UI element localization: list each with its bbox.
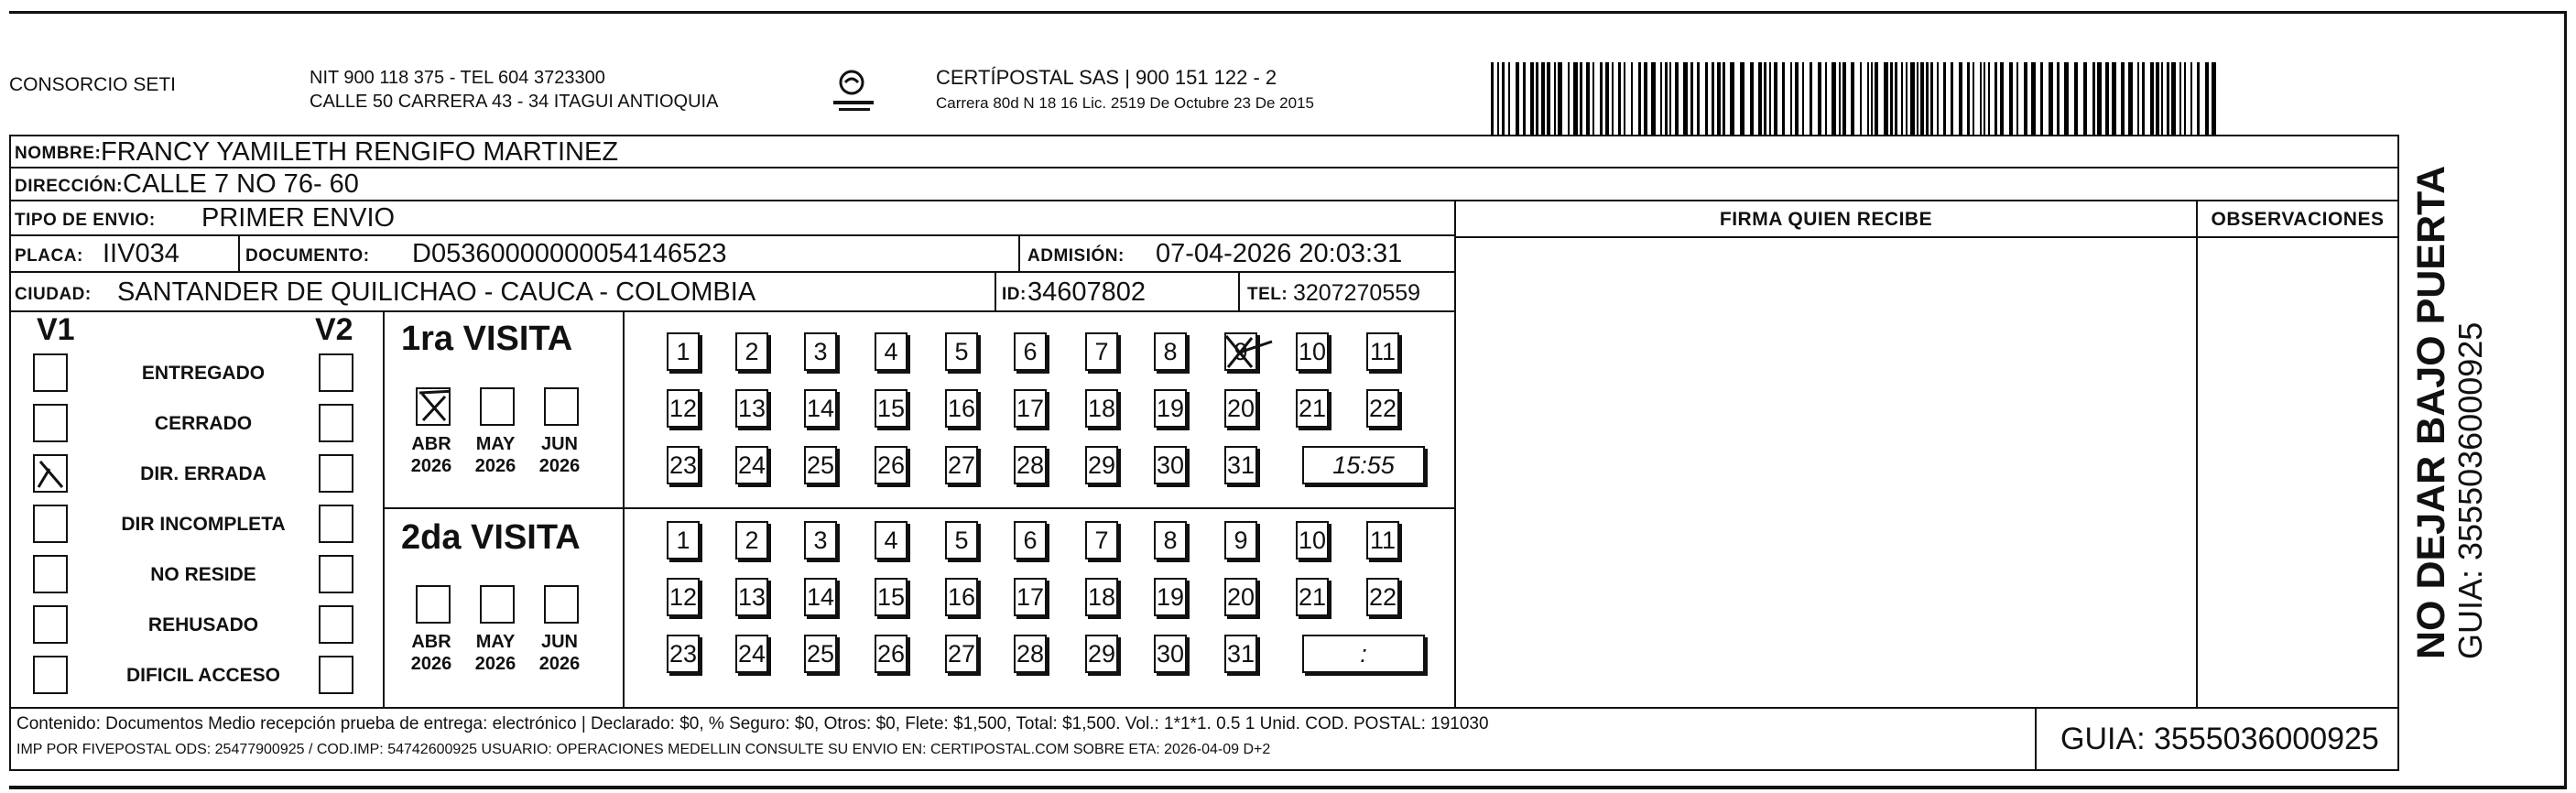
first-visit-month-name: ABR [411,434,451,454]
barcode-bar [1980,62,1982,136]
first-visit-day-box[interactable]: 8 [1154,332,1187,371]
second-visit-day-box[interactable]: 1 [667,521,700,559]
first-visit-day-box[interactable]: 22 [1366,389,1399,428]
barcode-bar [2074,62,2078,136]
first-visit-day-box[interactable]: 17 [1014,389,1047,428]
barcode-bar [1871,62,1873,136]
footer-line-1: Contenido: Documentos Medio recepción prueba de entrega: electrónico | Declarado: $0, % Seguro: $0, Otros: $0, Flete: $1,500, Total: $1,500. Vol.: 1*1*1. 0.5 1 Unid. COD. POSTAL: 191030 [16,714,1489,733]
barcode-bar [1631,62,1633,136]
barcode-bar [1930,62,1933,136]
barcode-bar [1592,62,1594,136]
second-visit-day-box[interactable]: 20 [1224,578,1257,616]
barcode-bar [1618,62,1621,136]
direccion-row [9,167,2399,201]
second-visit-day-box[interactable]: 4 [875,521,908,559]
first-visit-month-year: 2026 [474,456,516,476]
barcode-bar [2197,62,2200,136]
second-visit-month-checkbox-may[interactable] [480,585,515,624]
barcode-bar [1901,62,1903,136]
barcode-bar [1497,62,1499,136]
certipostal-line-1: CERTÍPOSTAL SAS | 900 151 122 - 2 [936,66,1277,89]
first-visit-month-year: 2026 [538,456,581,476]
barcode-bar [2112,62,2116,136]
barcode-bar [1875,62,1878,136]
v1-checkbox[interactable] [33,404,68,442]
footer-line-2: IMP POR FIVEPOSTAL ODS: 25477900925 / COD.IMP: 54742600925 USUARIO: OPERACIONES MEDELLIN CONSULTE SU ENVIO EN: CERTIPOSTAL.COM SOBRE ETA: 2026-04-09 D+2 [16,742,1271,757]
first-visit-day-box[interactable]: 30 [1154,446,1187,484]
second-visit-day-box[interactable]: 27 [945,635,978,673]
barcode-bar [1600,62,1603,136]
first-visit-day-box[interactable]: 23 [667,446,700,484]
tel-value: 3207270559 [1293,280,1421,306]
barcode-bar [1730,62,1734,136]
v1-checkbox[interactable] [33,555,68,593]
first-visit-day-box[interactable]: 6 [1014,332,1047,371]
v2-checkbox[interactable] [319,555,353,593]
second-visit-day-box[interactable]: 17 [1014,578,1047,616]
barcode-bar [2184,62,2186,136]
barcode-bar [2092,62,2095,136]
barcode-bar [1802,62,1804,136]
reason-label: DIR. ERRADA [140,463,266,484]
barcode-bar [1988,62,1990,136]
second-visit-month-checkbox-jun[interactable] [544,585,579,624]
barcode-bar [1697,62,1700,136]
v2-checkbox[interactable] [319,454,353,493]
barcode-bar [1612,62,1614,136]
first-visit-month-name: MAY [475,434,516,454]
nombre-label: NOMBRE: [15,144,102,163]
v2-checkbox[interactable] [319,656,353,694]
barcode-bar [1491,62,1494,136]
barcode-bar [1943,62,1946,136]
reason-label: ENTREGADO [141,363,266,384]
id-label: ID: [1002,285,1027,304]
second-visit-day-box[interactable]: 18 [1085,578,1118,616]
first-visit-day-box[interactable]: 12 [667,389,700,428]
second-visit-day-box[interactable]: 26 [875,635,908,673]
barcode-bar [1717,62,1721,136]
day-9-cross-mark [1221,329,1276,379]
barcode-bar [2057,62,2060,136]
barcode-bar [1605,62,1609,136]
barcode-bar [1769,62,1771,136]
barcode-bar [1758,62,1762,136]
second-visit-day-box[interactable]: 19 [1154,578,1187,616]
placa-value: IIV034 [103,239,179,268]
admision-value: 07-04-2026 20:03:31 [1156,239,1403,268]
first-visit-day-box[interactable]: 25 [804,446,837,484]
barcode-bar [2009,62,2013,136]
barcode-bar [1839,62,1841,136]
first-visit-day-box[interactable]: 4 [875,332,908,371]
nombre-row [9,135,2399,168]
barcode-bar [1825,62,1827,136]
barcode-bar [2000,62,2004,136]
barcode-bar [1712,62,1714,136]
barcode-bar [1651,62,1656,136]
barcode-bar [1558,62,1562,136]
barcode-bar [1669,62,1671,136]
reason-label: NO RESIDE [150,564,256,585]
barcode-bar [1984,62,1985,136]
barcode-bar [1920,62,1924,136]
second-visit-day-box[interactable]: 5 [945,521,978,559]
address-line: CALLE 50 CARRERA 43 - 34 ITAGUI ANTIOQUIA [310,92,719,112]
second-visit-time-box[interactable]: : [1302,635,1425,673]
first-visit-title: 1ra VISITA [401,320,573,358]
barcode-bar [1790,62,1792,136]
ciudad-row [9,271,1456,312]
nombre-value: FRANCY YAMILETH RENGIFO MARTINEZ [101,137,619,167]
direccion-label: DIRECCIÓN: [15,177,123,196]
ciudad-value: SANTANDER DE QUILICHAO - CAUCA - COLOMBIA [117,277,756,307]
barcode-bar [2161,62,2163,136]
v1-checkbox[interactable] [33,505,68,543]
v1-checkbox[interactable] [33,454,68,493]
admision-label: ADMISIÓN: [1027,246,1125,266]
barcode-bar [1660,62,1662,136]
barcode-bar [1683,62,1688,136]
second-visit-day-box[interactable]: 11 [1366,521,1399,559]
barcode-bar [2167,62,2169,136]
first-visit-day-box[interactable]: 13 [735,389,768,428]
observaciones-header: OBSERVACIONES [2211,209,2385,230]
second-visit-month-checkbox-abr[interactable] [416,585,451,624]
first-visit-day-box[interactable]: 28 [1014,446,1047,484]
barcode-bar [1547,62,1550,136]
second-visit-day-box[interactable]: 28 [1014,635,1047,673]
barcode-bar [1890,62,1893,136]
second-visit-day-box[interactable]: 9 [1224,521,1257,559]
v2-checkbox[interactable] [319,505,353,543]
barcode-bar [1937,62,1939,136]
barcode-bar [1818,62,1821,136]
barcode-bar [1973,62,1974,136]
barcode-bar [1926,62,1929,136]
barcode-bar [1536,62,1538,136]
v2-checkbox[interactable] [319,605,353,644]
certipostal-line-2: Carrera 80d N 18 16 Lic. 2519 De Octubre 23 De 2015 [936,94,1314,112]
side-guia: GUIA: 3555036000925 [2451,321,2489,659]
barcode-bar [2205,62,2209,136]
barcode-bar [1764,62,1766,136]
v1-label: V1 [37,312,75,347]
barcode-bar [1705,62,1708,136]
placa-label: PLACA: [15,246,83,266]
v1-checkbox[interactable] [33,605,68,644]
barcode-bar [1959,62,1962,136]
first-visit-day-box[interactable]: 21 [1296,389,1329,428]
barcode-bar [1573,62,1578,136]
barcode-bar [1774,62,1777,136]
second-visit-month-name: ABR [411,632,451,652]
barcode-bar [1638,62,1641,136]
barcode-bar [2121,62,2125,136]
barcode-bar [1851,62,1854,136]
barcode-bar [1860,62,1862,136]
nit-line: NIT 900 118 375 - TEL 604 3723300 [310,68,605,88]
barcode-bar [2212,62,2216,136]
barcode-bar [1665,62,1668,136]
v1-checkbox[interactable] [33,353,68,392]
documento-label: DOCUMENTO: [245,246,370,266]
first-visit-day-box[interactable]: 26 [875,446,908,484]
ciudad-label: CIUDAD: [15,285,92,304]
reason-label: CERRADO [154,413,253,434]
footer-guia: GUIA: 3555036000925 [2060,722,2379,756]
barcode-bar [2156,62,2159,136]
first-visit-day-box[interactable]: 14 [804,389,837,428]
documento-value: D05360000000054146523 [412,239,727,268]
second-visit-day-box[interactable]: 29 [1085,635,1118,673]
barcode-bar [1530,62,1534,136]
first-visit-day-box[interactable]: 27 [945,446,978,484]
tipo-envio-row [9,200,1456,236]
barcode-bar [1867,62,1869,136]
second-visit-day-box[interactable]: 24 [735,635,768,673]
first-visit-day-box[interactable]: 20 [1224,389,1257,428]
v2-label: V2 [315,312,353,347]
barcode-bar [1884,62,1888,136]
first-visit-month-name: JUN [540,434,578,454]
first-visit-day-box[interactable]: 29 [1085,446,1118,484]
second-visit-day-box[interactable]: 13 [735,578,768,616]
first-visit-day-box[interactable]: 5 [945,332,978,371]
barcode-bar [1750,62,1754,136]
second-visit-day-box[interactable]: 10 [1296,521,1329,559]
second-visit-day-box[interactable]: 16 [945,578,978,616]
barcode-bar [2179,62,2181,136]
barcode-bar [2064,62,2069,136]
barcode-bar [1508,62,1510,136]
barcode-bar [1917,62,1918,136]
first-visit-month-checkbox-may[interactable] [480,387,515,426]
second-visit-day-box[interactable]: 3 [804,521,837,559]
barcode-bar [1516,62,1519,136]
certipostal-logo [831,64,877,117]
first-visit-day-box[interactable]: 2 [735,332,768,371]
first-visit-month-year: 2026 [410,456,452,476]
first-visit-day-box[interactable]: 10 [1296,332,1329,371]
first-visit-day-box[interactable]: 3 [804,332,837,371]
first-visit-day-box[interactable]: 7 [1085,332,1118,371]
barcode-bar [1967,62,1970,136]
barcode-bar [2016,62,2018,136]
second-visit-day-box[interactable]: 31 [1224,635,1257,673]
barcode-bar [2137,62,2139,136]
barcode [1491,62,2223,136]
barcode-bar [1740,62,1745,136]
reason-label: DIR INCOMPLETA [121,514,286,535]
footer [9,707,2399,771]
barcode-bar [1523,62,1526,136]
barcode-bar [1580,62,1582,136]
first-visit-day-box[interactable]: 9 [1224,332,1257,371]
barcode-bar [2031,62,2036,136]
barcode-bar [1554,62,1556,136]
no-dejar-bajo-puerta: NO DEJAR BAJO PUERTA [2409,165,2453,659]
second-visit-day-box[interactable]: 7 [1085,521,1118,559]
first-visit-day-box[interactable]: 24 [735,446,768,484]
barcode-bar [2040,62,2043,136]
barcode-bar [1502,62,1505,136]
second-visit-day-box[interactable]: 12 [667,578,700,616]
barcode-bar [1810,62,1812,136]
barcode-bar [1795,62,1799,136]
second-visit-day-box[interactable]: 8 [1154,521,1187,559]
second-visit-day-box[interactable]: 6 [1014,521,1047,559]
tipo-envio-value: PRIMER ENVIO [201,203,396,233]
barcode-bar [1586,62,1590,136]
barcode-bar [2190,62,2192,136]
barcode-bar [1690,62,1693,136]
second-visit-day-box[interactable]: 14 [804,578,837,616]
barcode-bar [1910,62,1915,136]
barcode-bar [2097,62,2102,136]
barcode-bar [2105,62,2109,136]
firma-header: FIRMA QUIEN RECIBE [1719,209,1933,230]
barcode-bar [1831,62,1836,136]
direccion-value: CALLE 7 NO 76- 60 [123,169,359,199]
second-visit-month-name: JUN [540,632,578,652]
barcode-bar [2024,62,2027,136]
barcode-bar [1723,62,1725,136]
barcode-bar [1906,62,1908,136]
second-visit-day-box[interactable]: 23 [667,635,700,673]
first-visit-day-box[interactable]: 11 [1366,332,1399,371]
first-visit-day-box[interactable]: 19 [1154,389,1187,428]
barcode-bar [1644,62,1647,136]
tipo-envio-label: TIPO DE ENVIO: [15,211,156,230]
barcode-bar [1842,62,1846,136]
first-visit-time-box[interactable]: 15:55 [1302,446,1425,484]
second-visit-day-box[interactable]: 21 [1296,578,1329,616]
first-visit-month-checkbox-abr[interactable] [416,387,451,426]
barcode-bar [1951,62,1953,136]
v2-checkbox[interactable] [319,353,353,392]
barcode-bar [2049,62,2053,136]
status-panel [9,310,385,709]
second-visit-day-box[interactable]: 15 [875,578,908,616]
second-visit-month-year: 2026 [474,654,516,674]
barcode-bar [2128,62,2133,136]
first-visit-day-box[interactable]: 1 [667,332,700,371]
id-value: 34607802 [1027,277,1147,307]
tel-label: TEL: [1247,285,1288,304]
barcode-bar [1624,62,1625,136]
barcode-bar [2150,62,2154,136]
reason-label: DIFICIL ACCESO [125,665,280,686]
company-name: CONSORCIO SETI [9,74,177,95]
barcode-bar [2083,62,2087,136]
barcode-bar [1994,62,1997,136]
first-visit-day-box[interactable]: 16 [945,389,978,428]
v2-checkbox[interactable] [319,404,353,442]
second-visit-title: 2da VISITA [401,518,581,557]
reason-label: REHUSADO [147,614,259,635]
barcode-bar [1541,62,1545,136]
first-visit-month-checkbox-jun[interactable] [544,387,579,426]
barcode-bar [1568,62,1570,136]
first-visit-day-box[interactable]: 15 [875,389,908,428]
barcode-bar [1782,62,1785,136]
barcode-bar [1895,62,1897,136]
second-visit-day-box[interactable]: 30 [1154,635,1187,673]
visits-panel [383,310,1456,709]
second-visit-day-box[interactable]: 22 [1366,578,1399,616]
v1-checkbox[interactable] [33,656,68,694]
second-visit-month-name: MAY [475,632,516,652]
barcode-bar [2171,62,2176,136]
side-text [2410,147,2489,659]
second-visit-month-year: 2026 [410,654,452,674]
barcode-bar [1675,62,1679,136]
first-visit-day-box[interactable]: 18 [1085,389,1118,428]
placa-row [9,234,1456,273]
second-visit-day-box[interactable]: 2 [735,521,768,559]
first-visit-day-box[interactable]: 31 [1224,446,1257,484]
second-visit-day-box[interactable]: 25 [804,635,837,673]
second-visit-month-year: 2026 [538,654,581,674]
signature-area [1454,200,2399,709]
barcode-bar [2142,62,2145,136]
